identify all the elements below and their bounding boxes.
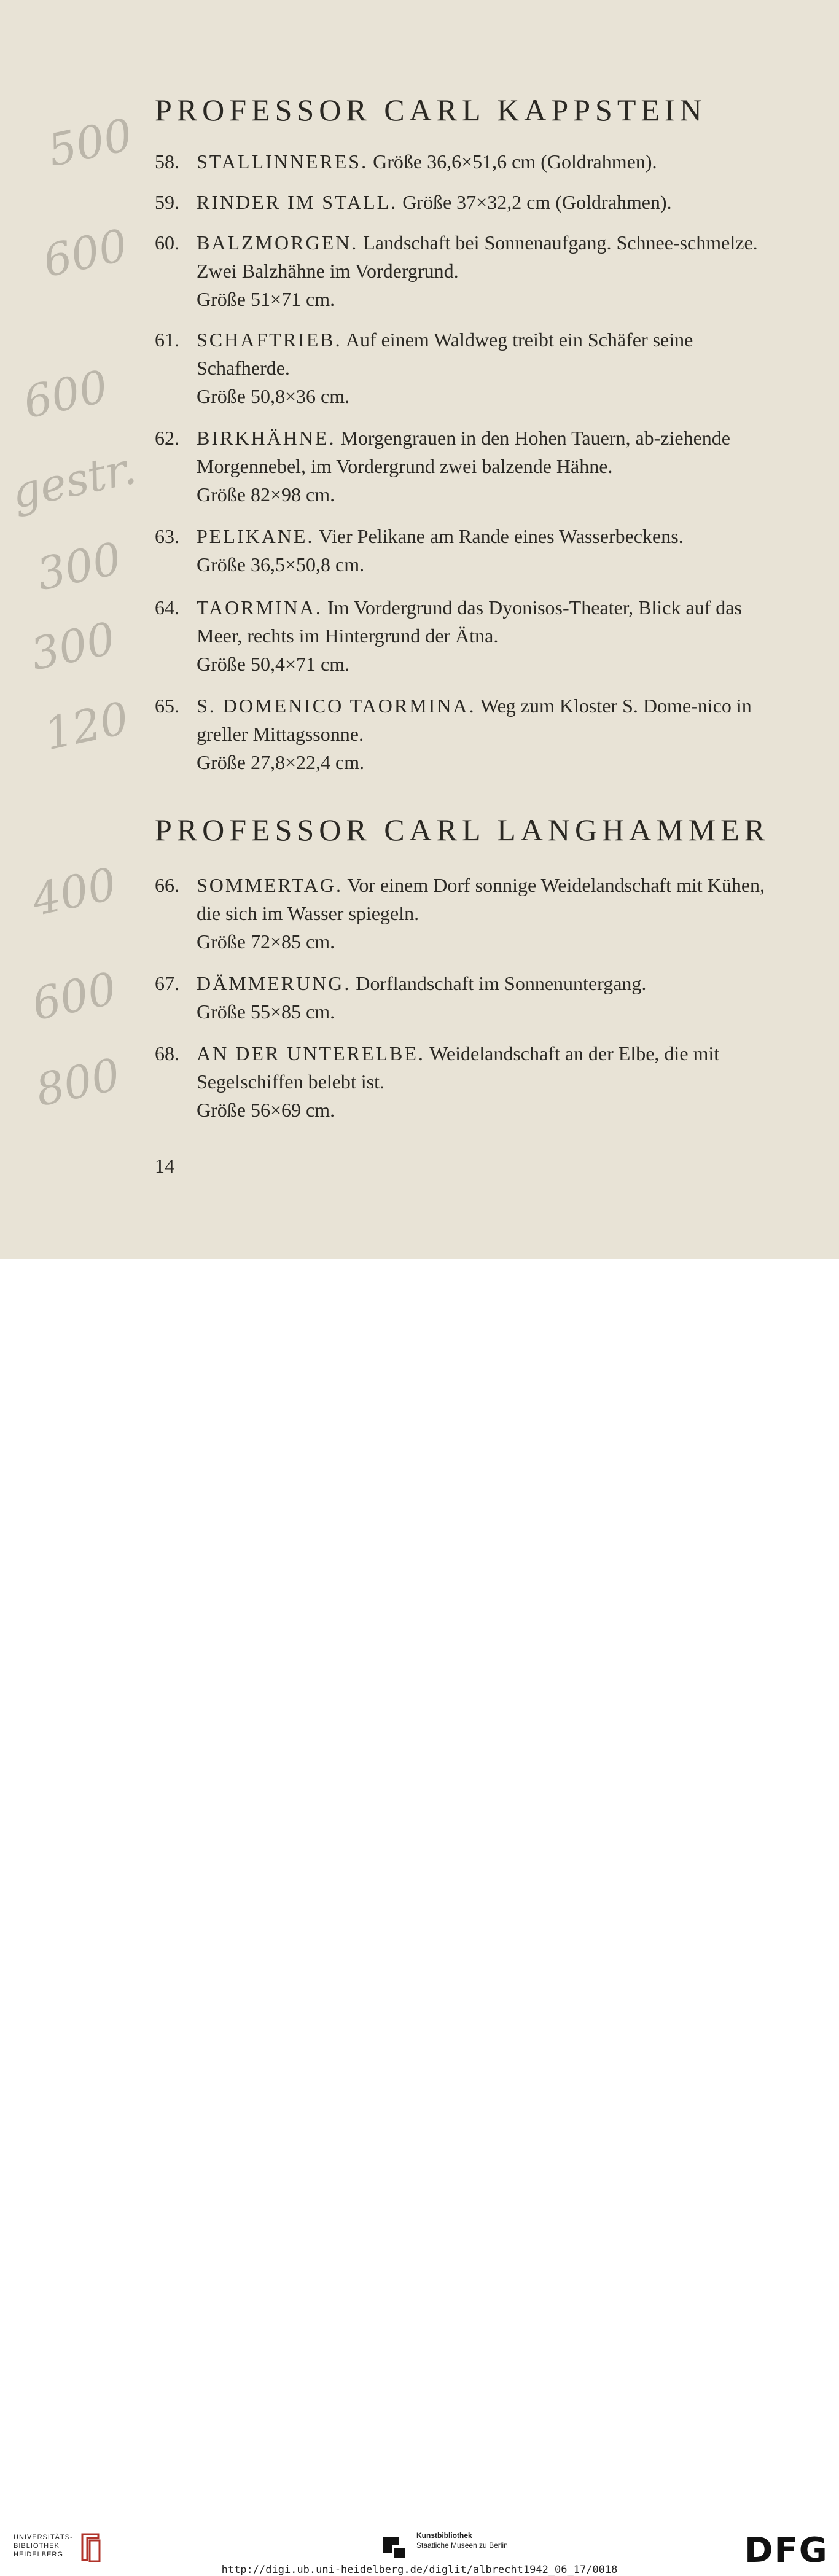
entry-title: DÄMMERUNG. [197, 972, 351, 994]
entry-number: 61. [155, 329, 179, 351]
library-emblem-icon [80, 2533, 102, 2562]
catalog-entry [155, 593, 781, 678]
page-number: 14 [155, 1155, 174, 1177]
catalog-entry [155, 228, 781, 313]
library-line: UNIVERSITÄTS- [14, 2534, 73, 2541]
entry-size: Größe 56×69 cm. [197, 1099, 335, 1121]
entry-title: PELIKANE. [197, 525, 314, 547]
entry-number: 64. [155, 596, 179, 619]
entry-description: Landschaft bei Sonnenaufgang. Schnee-schmelze. Zwei Balzhähne im Vordergrund. [197, 232, 758, 282]
entry-description: Auf einem Waldweg treibt ein Schäfer seine Schafherde. [197, 329, 693, 379]
dfg-logo[interactable]: DFG [744, 2531, 829, 2570]
kunstbibliothek-logo[interactable] [383, 2531, 518, 2550]
entry-title: AN DER UNTERELBE. [197, 1042, 425, 1064]
entry-number: 58. [155, 150, 179, 173]
pencil-annotation: gestr. [7, 442, 141, 519]
catalog-entry [155, 692, 781, 776]
section-title-kappstein: PROFESSOR CARL KAPPSTEIN [155, 93, 707, 127]
entry-title: SCHAFTRIEB. [197, 329, 342, 351]
entry-description: Im Vordergrund das Dyonisos-Theater, Blick auf das Meer, rechts im Hintergrund der Ätna. [197, 596, 742, 647]
pencil-annotation: 120 [39, 692, 133, 760]
entry-number: 66. [155, 874, 179, 896]
entry-size: Größe 36,5×50,8 cm. [197, 553, 365, 576]
source-url-link[interactable]: http://digi.ub.uni-heidelberg.de/diglit/albrecht1942_06_17/0018 [221, 2564, 618, 2576]
entry-number: 62. [155, 427, 179, 449]
museum-emblem-icon [383, 2534, 408, 2559]
entry-description: Vor einem Dorf sonnige Weidelandschaft mit Kühen, die sich im Wasser spiegeln. [197, 874, 765, 924]
kunstbibliothek-label: Kunstbibliothek [416, 2531, 472, 2540]
entry-size: Größe 72×85 cm. [197, 931, 335, 953]
catalog-entry [155, 522, 781, 579]
entry-description: Größe 36,6×51,6 cm (Goldrahmen). [373, 150, 657, 173]
pencil-annotation: 500 [43, 108, 137, 177]
catalog-entry [155, 188, 781, 216]
entry-size: Größe 82×98 cm. [197, 483, 335, 505]
entry-number: 63. [155, 525, 179, 547]
museen-label: Staatliche Museen zu Berlin [416, 2541, 508, 2550]
entry-title: TAORMINA. [197, 596, 322, 619]
pencil-annotation: 300 [26, 612, 120, 681]
entry-title: BALZMORGEN. [197, 232, 359, 254]
entry-description: Vier Pelikane am Rande eines Wasserbeckens. [318, 525, 684, 547]
entry-size: Größe 51×71 cm. [197, 288, 335, 310]
catalog-entry [155, 1039, 781, 1124]
entry-size: Größe 50,8×36 cm. [197, 385, 350, 407]
catalog-entry [155, 871, 781, 956]
entry-description: Morgengrauen in den Hohen Tauern, ab-ziehende Morgennebel, im Vordergrund zwei balzende Hähne. [197, 427, 730, 477]
catalog-entry [155, 326, 781, 410]
entry-number: 65. [155, 695, 179, 717]
library-line: HEIDELBERG [14, 2551, 63, 2558]
entry-title: S. DOMENICO TAORMINA. [197, 695, 476, 717]
entry-number: 68. [155, 1042, 179, 1064]
pencil-annotation: 600 [38, 219, 132, 287]
pencil-annotation: 600 [27, 962, 121, 1031]
library-line: BIBLIOTHEK [14, 2542, 60, 2550]
entry-size: Größe 55×85 cm. [197, 1001, 335, 1023]
pencil-annotation: 800 [31, 1048, 125, 1117]
section-title-langhammer: PROFESSOR CARL LANGHAMMER [155, 813, 770, 847]
entry-number: 60. [155, 232, 179, 254]
entry-description: Dorflandschaft im Sonnenuntergang. [356, 972, 647, 994]
entry-title: RINDER IM STALL. [197, 191, 398, 213]
entry-title: STALLINNERES. [197, 150, 369, 173]
entry-number: 67. [155, 972, 179, 994]
catalog-entry [155, 969, 781, 1026]
entry-description: Weg zum Kloster S. Dome-nico in greller Mittagssonne. [197, 695, 752, 745]
entry-number: 59. [155, 191, 179, 213]
footer-bar [0, 1259, 839, 2576]
heidelberg-library-logo[interactable] [14, 2533, 100, 2559]
entry-size: Größe 27,8×22,4 cm. [197, 751, 365, 773]
catalog-entry [155, 147, 781, 176]
entry-description: Größe 37×32,2 cm (Goldrahmen). [402, 191, 672, 213]
pencil-annotation: 400 [27, 857, 121, 926]
pencil-annotation: 300 [32, 532, 126, 601]
entry-title: BIRKHÄHNE. [197, 427, 336, 449]
entry-size: Größe 50,4×71 cm. [197, 653, 350, 675]
entry-description: Weidelandschaft an der Elbe, die mit Segelschiffen belebt ist. [197, 1042, 720, 1093]
pencil-annotation: 600 [18, 360, 112, 429]
catalog-entry [155, 424, 781, 509]
scanned-page [0, 0, 839, 1259]
entry-title: SOMMERTAG. [197, 874, 343, 896]
